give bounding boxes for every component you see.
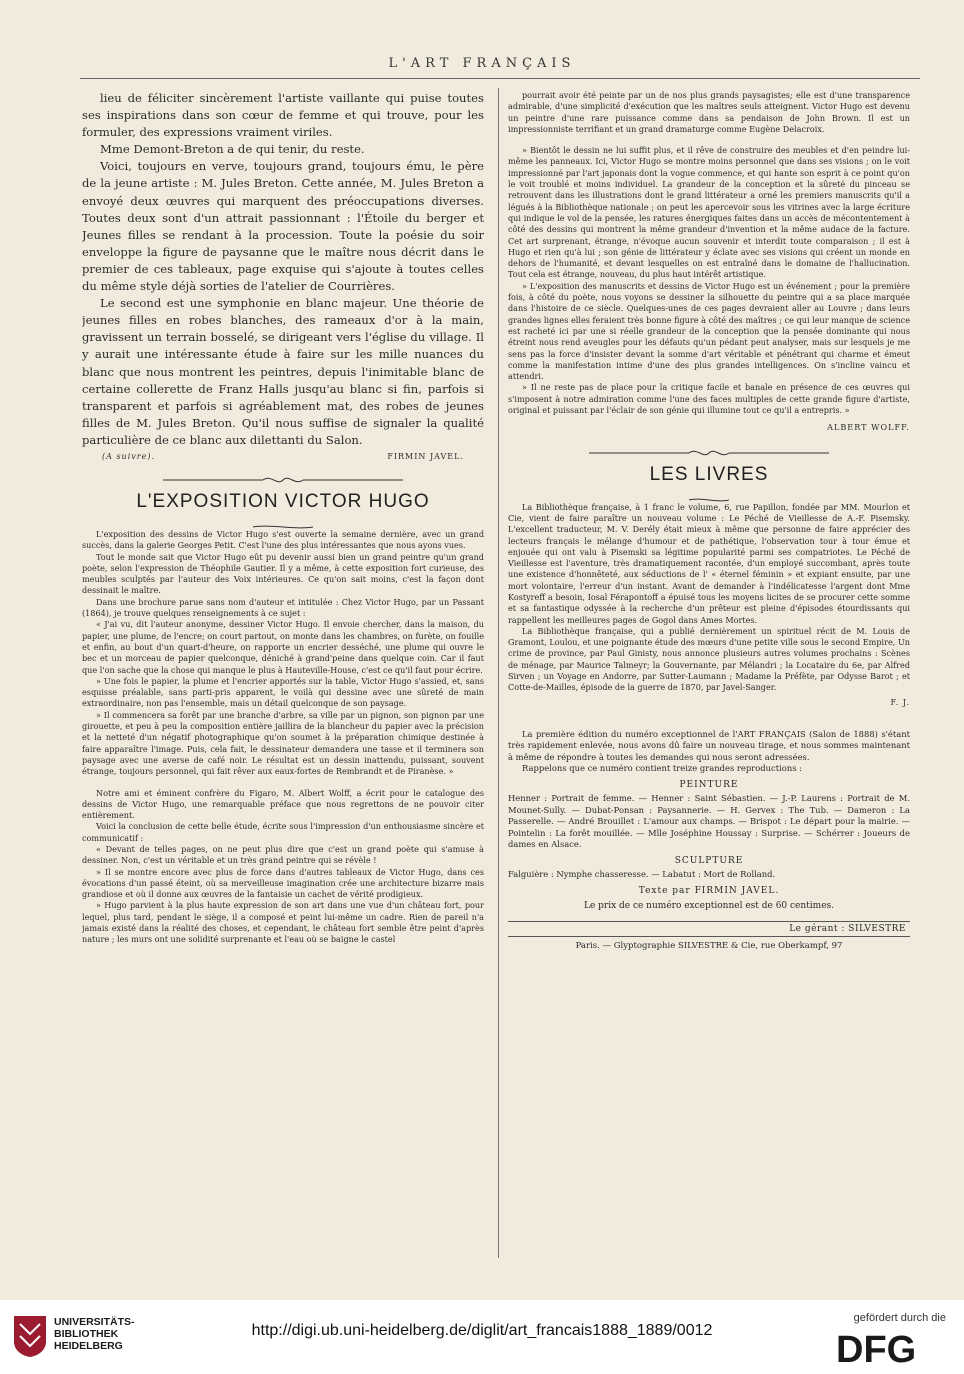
gerant-line: Le gérant : SILVESTRE bbox=[508, 921, 910, 937]
peinture-heading: PEINTURE bbox=[679, 780, 739, 791]
title-swash bbox=[508, 488, 910, 496]
ornament-divider bbox=[508, 444, 910, 458]
document-url[interactable]: http://digi.ub.uni-heidelberg.de/diglit/art_francais1888_1889/0012 bbox=[251, 1322, 713, 1339]
svg-text:DFG: DFG bbox=[836, 1330, 917, 1366]
running-title: L'ART FRANÇAIS bbox=[388, 56, 576, 71]
paragraph: » L'exposition des manuscrits et dessins de Victor Hugo est un événement ; pour la première fois, à côté du poète, nous voyons se dessiner la silhouette du peintre qui a sa place marquée dans l'histoire de ce siècle. Quelques-unes de ces pages devraient aller au Louvre ; dans leurs grandes lignes elles feraient très bonne figure à côté des maîtres ; ce qui leur manque de science est racheté ici par une si réelle grandeur de la conception que la pensée dominante qui nous étreint nous rend aveugles pour les défauts qu'un pédant peut analyser, mais sur lesquels je me sens pas la force d'insister devant la somme d'art véritable et pénétrant qui charme et émeut comme la manifestation intime d'une des plus grandes intelligences. On s'incline vaincu et attendri. bbox=[508, 280, 910, 382]
paragraph: Voici, toujours en verve, toujours grand, toujours ému, le père de la jeune artiste : M. Jules Breton. Cette année, M. Jules Breton a envoyé deux œuvres qui marquent des préoccupations diverses. Toutes deux sont d'un attrait passionnant : l'Étoile du berger et Jeunes filles se rendant à la procession. Toute la poésie du soir enveloppe la figure de paysanne que le maître nous décrit dans le premier de ces tableaux, page exquise qui s'ajoute à toutes celles du même style déjà sorties de l'atelier de Courrières. bbox=[82, 159, 484, 294]
text-credit: Texte par FIRMIN JAVEL. bbox=[638, 885, 780, 896]
university-name: UNIVERSITÄTS- BIBLIOTHEK HEIDELBERG bbox=[54, 1316, 135, 1352]
price-line: Le prix de ce numéro exceptionnel est de 60 centimes. bbox=[583, 900, 835, 911]
section-title: L'EXPOSITION VICTOR HUGO bbox=[136, 490, 430, 512]
paragraph: Notre ami et éminent confrère du Figaro, M. Albert Wolff, a écrit pour le catalogue des dessins de Victor Hugo, une remarquable préface que nous regrettons de ne pouvoir citer entièrement. bbox=[82, 787, 484, 821]
continued-note: (A suivre). bbox=[102, 451, 155, 461]
paragraph: » Hugo parvient à la plus haute expression de son art dans une vue d'un château fort, pour lequel, plus tard, pendant le siège, il a composé et peint lui-même un cadre. Rien de pareil n'a jamais existé dans la réalité des choses, et cependant, le château fort semble être peint d'après nature ; les murs ont une solidité surprenante et l'eau où se baigne le castel bbox=[82, 900, 484, 945]
paragraph: pourrait avoir été peinte par un de nos plus grands paysagistes; elle est d'une transparence admirable, d'une simplicité d'exécution que les maîtres seuls atteignent. Victor Hugo est devenu un peintre d'une rare puissance comme dans sa pendaison de John Brown. Il est un impressionniste terrifiant et un grand dramaturge comme Eugène Delacroix. bbox=[508, 90, 910, 134]
author-name: ALBERT WOLFF. bbox=[827, 422, 910, 433]
paragraph: L'exposition des dessins de Victor Hugo s'est ouverte la semaine dernière, avec un grand succès, dans la galerie Georges Petit. C'est l'une des plus intéressantes que nous ayons vues. bbox=[82, 528, 484, 551]
books-signoff: F. J. bbox=[890, 697, 910, 707]
university-seal-icon bbox=[12, 1314, 48, 1362]
paragraph: » Il commencera sa forêt par une branche d'arbre, sa ville par un pignon, son pignon par une girouette, et peu à peu la composition entière jaillira de la blancheur du papier avec la précision et la netteté d'un négatif photographique qu'on soumet à la préparation chimique destinée à faire apparaître l'image. Puis, cela fait, le dessinateur demandera une tasse et il terminera son paysage avec une averse de café noir. Le résultat est un dessin inattendu, puissant, souvent étrange, toujours personnel, qui fait rêver aux eaux-fortes de Rembrandt et de Piranèse. » bbox=[82, 709, 484, 777]
section-title: LES LIVRES bbox=[649, 463, 769, 485]
paragraph: « Devant de telles pages, on ne peut plus dire que c'est un grand poète qui s'amuse à dessiner. Non, c'est un véritable et un très grand peintre qui se révèle ! bbox=[82, 843, 484, 866]
title-swash bbox=[82, 515, 484, 523]
printer-line: Paris. — Glyptographie SILVESTRE & Cie, rue Oberkampf, 97 bbox=[575, 940, 843, 951]
header-rule bbox=[80, 78, 920, 79]
sculpture-list: Falguière : Nymphe chasseresse. — Labatut : Mort de Rolland. bbox=[508, 869, 776, 879]
footer-bar bbox=[0, 1300, 964, 1374]
peinture-list: Henner : Portrait de femme. — Henner : Saint Sébastien. — J.-P. Laurens : Portrait de M. Mounet-Sully. — Dubat-Ponsan : Paysannerie. — H. Gervex : The Tub. — Dameron : La Passerelle. — André Brouillet : L'amour aux champs. — Brispot : Le départ pour la mairie. — Pointelin : La forêt mouillée. — Mlle Joséphine Houssay : Surprise. — Schérrer : Joueurs de dames en Alsace. bbox=[508, 793, 910, 850]
author-name: FIRMIN JAVEL. bbox=[387, 451, 464, 461]
paragraph: » Bientôt le dessin ne lui suffit plus, et il rêve de construire des meubles et d'en peindre lui-même les panneaux. Ici, Victor Hugo se montre moins personnel que dans ses visions ; on le voit impressionné par l'art japonais dont la vogue commence, et qui hante son esprit à ce point qu'on le voit troublé et moins individuel. La grandeur de la conception et la sûreté du pinceau se retrouvent dans les illustrations dont le grand littérateur a orné les premiers manuscrits qu'il a légués à la Bibliothèque nationale ; on peut les apercevoir sous les vitrines avec la large écriture qui indique le vol de la pensée, les ratures énergiques faites dans un accès de mécontentement à côté des dessins qui montrent la même grandeur d'invention et la même audace de la facture. Cet art surprenant, étrange, n'évoque aucun souvenir et interdit toute comparaison ; il est à Hugo et rien qu'à lui ; son génie de littérateur y éclate avec ses visions qui créent un monde en dehors de l'humanité, et devant lesquelles on est entraîné dans le domaine de l'hallucination. Tout cela est étrange, nouveau, du plus haut intérêt artistique. bbox=[508, 145, 910, 280]
left-column bbox=[82, 90, 484, 1262]
paragraph: lieu de féliciter sincèrement l'artiste vaillante qui puise toutes ses inspirations dans son cœur de femme et qui trouve, pour les formuler, des expressions vraiment viriles. bbox=[82, 91, 484, 140]
paragraph: La Bibliothèque française, à 1 franc le volume, 6, rue Papillon, fondée par MM. Mourlon et Cie, vient de faire paraître un nouveau volume : Le Péché de Vieillesse de A.-F. Pisemsky. L'excellent traducteur, M. V. Derély était mieux à même que personne de faire apprécier des lecteurs français le mélange d'humour et de pathétique, l'observation tour à tour émue et enjouée qui ont valu à Pisemski sa légitime popularité parmi ses compatriotes. Le Péché de Vieillesse est l'aventure, très dramatiquement racontée, d'un employé succombant, après toute une existence d'honnêteté, aux séductions de l' « éternel féminin » et expiant ensuite, par une mort volontaire, l'erreur d'un instant. Avant de demander à l'indélicatesse l'argent dont Mme Kostyreff a besoin, Iosal Férapontoff a épuisé tous les moyens licites de se procurer cette somme et sa fantastique odyssée à la recherche d'un prêteur est pleine d'épisodes étourdissants qui rappellent les meilleures pages de Gogol dans Ames Mortes. bbox=[508, 501, 910, 625]
paragraph: » Il ne reste pas de place pour la critique facile et banale en présence de ces œuvres qui s'imposent à notre admiration comme l'une des faces multiples de cette grande figure d'artiste, original et puissant par l'éclair de son génie qui illumine tout ce qu'il a entrepris. » bbox=[508, 382, 910, 416]
paragraph: « J'ai vu, dit l'auteur anonyme, dessiner Victor Hugo. Il envoie chercher, dans la maison, du papier, une plume, de l'encre; on court partout, on monte dans les chambres, on furète, on fouille et enfin, au bout d'un quart-d'heure, on rapporte un encrier desséché, une plume qui ouvre le bec et un morceau de papier quelconque, déniché à grand'peine dans quelque coin. Car il faut que l'on sache que la chose qui manque le plus à Hauteville-House, c'est ce qu'il faut pour écrire. bbox=[82, 619, 484, 675]
paragraph: Mme Demont-Breton a de qui tenir, du reste. bbox=[100, 142, 365, 157]
paragraph: La Bibliothèque française, qui a publié dernièrement un spirituel récit de M. Louis de Gramont, Loulou, et une poignante étude des mœurs d'une petite ville sous le second Empire, Un crime de province, par Paul Ginisty, nous annonce plusieurs autres volumes prochains : Scènes de ménage, par Maurice Talmeyr; la Gouvernante, par Mélandri ; la Locataire du 6e, par Alfred Sirven ; un Voyage en Andorre, par Sutter-Laumann ; Madame la Préfète, par Odysse Barot ; et Cotte-de-Mailles, épisode de la guerre de 1870, par Javel-Sanger. bbox=[508, 625, 910, 693]
paragraph: Dans une brochure parue sans nom d'auteur et intitulée : Chez Victor Hugo, par un Passant (1864), je trouve quelques renseignements à ce sujet : bbox=[82, 596, 484, 619]
paragraph: Le second est une symphonie en blanc majeur. Une théorie de jeunes filles en robes blanches, des rameaux d'or à la main, gravissent un terrain bosselé, se dirigeant vers l'église du village. Il y aurait une intéressante étude à faire sur les mille nuances du blanc que nous montrent les peintres, depuis l'inimitable blanc de certaine collerette de Franz Halls jusqu'au blanc si fin, parfois si transparent et parfois si agréablement mat, des robes de jeunes filles de M. Jules Breton. Qu'il nous suffise de signaler la qualité particulière de ce blanc aux dilettanti du Salon. bbox=[82, 296, 484, 447]
notice-paragraph: La première édition du numéro exceptionnel de l'ART FRANÇAIS (Salon de 1888) s'étant très rapidement enlevée, nous avons dû faire un nouveau tirage, et nous sommes maintenant à même de répondre à toutes les demandes qui nous seront adressées. bbox=[508, 728, 910, 762]
notice-paragraph: Rappelons que ce numéro contient treize grandes reproductions : bbox=[522, 763, 803, 774]
paragraph: » Il se montre encore avec plus de force dans d'autres tableaux de Victor Hugo, dans ces évocations d'un passé éteint, où sa merveilleuse imagination crée une architecture bizarre mais grandiose et où il donne aux œuvres de la fantaisie un cachet de vérité prodigieux. bbox=[82, 866, 484, 900]
ornament-divider bbox=[82, 471, 484, 485]
sculpture-heading: SCULPTURE bbox=[674, 856, 744, 866]
article-signature bbox=[82, 452, 484, 461]
column-divider bbox=[498, 88, 499, 1258]
funded-by-label: gefördert durch die bbox=[853, 1312, 946, 1324]
paragraph: Voici la conclusion de cette belle étude, écrite sous l'impression d'un enthousiasme sincère et communicatif : bbox=[82, 821, 484, 843]
paragraph: » Une fois le papier, la plume et l'encrier apportés sur la table, Victor Hugo s'assied, et, sans esquisse préalable, sans parti-pris apparent, le voilà qui dessine avec une sûreté de main extraordinaire, non pas l'ensemble, mais un détail quelconque de son paysage. bbox=[82, 675, 484, 709]
paragraph: Tout le monde sait que Victor Hugo eût pu devenir aussi bien un grand peintre qu'un grand poète, selon l'expression de Théophile Gautier. Il y a même, à cette exposition fort curieuse, des meubles sculptés par l'auteur des Voix intérieures. Ce qu'on sait moins, c'est la façon dont dessinait le maître. bbox=[82, 551, 484, 596]
dfg-logo bbox=[836, 1330, 946, 1370]
right-column bbox=[508, 90, 910, 1262]
